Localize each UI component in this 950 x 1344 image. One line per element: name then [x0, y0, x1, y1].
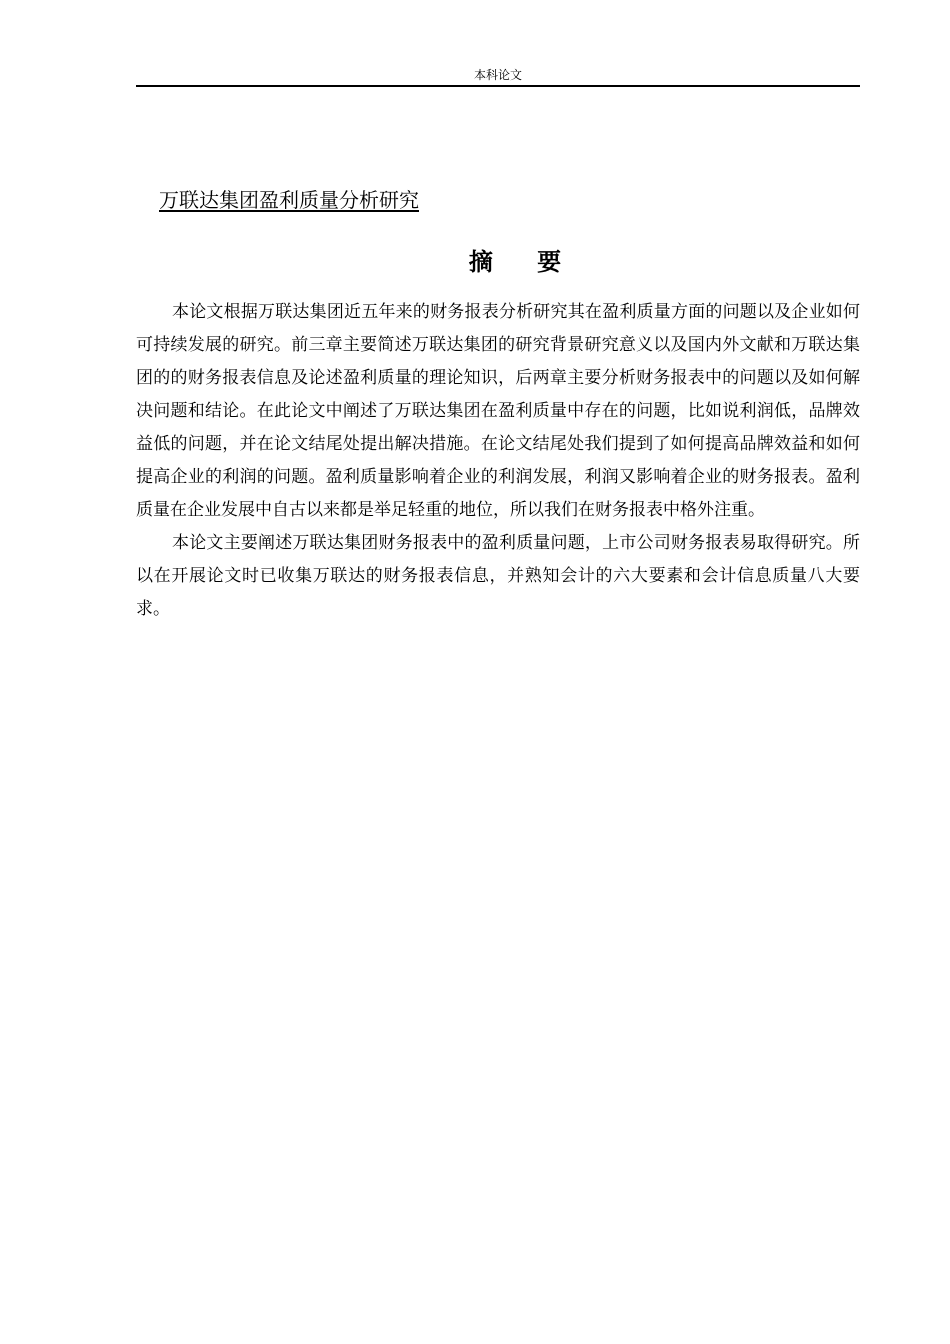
running-header: 本科论文	[473, 68, 522, 82]
header-rule	[136, 85, 860, 87]
abstract-paragraph-1: 本论文根据万联达集团近五年来的财务报表分析研究其在盈利质量方面的问题以及企业如何可持续发展的研究。前三章主要简述万联达集团的研究背景研究意义以及国内外文献和万联达集团的的财务报表信息及论述盈利质量的理论知识，后两章主要分析财务报表中的问题以及如何解决问题和结论。在此论文中阐述了万联达集团在盈利质量中存在的问题，比如说利润低，品牌效益低的问题，并在论文结尾处提出解决措施。在论文结尾处我们提到了如何提高品牌效益和如何提高企业的利润的问题。盈利质量影响着企业的利润发展，利润又影响着企业的财务报表。盈利质量在企业发展中自古以来都是举足轻重的地位，所以我们在财务报表中格外注重。	[136, 302, 860, 520]
abstract-paragraph-2: 本论文主要阐述万联达集团财务报表中的盈利质量问题，上市公司财务报表易取得研究。所以在开展论文时已收集万联达的财务报表信息，并熟知会计的六大要素和会计信息质量八大要求。	[136, 533, 860, 619]
thesis-title: 万联达集团盈利质量分析研究	[159, 188, 419, 212]
abstract-body	[136, 296, 860, 626]
abstract-heading: 摘 要	[468, 247, 580, 276]
